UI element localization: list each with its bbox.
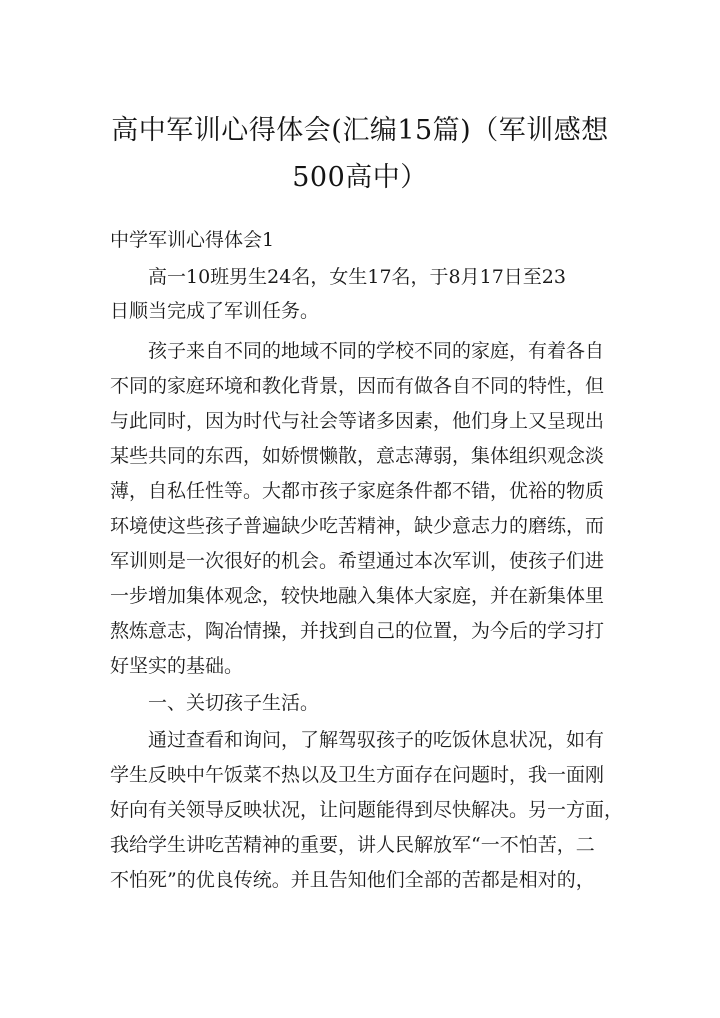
- section-heading: 中学军训心得体会1: [110, 229, 275, 251]
- paragraph-line: 军训则是一次很好的机会。希望通过本次军训，使孩子们进: [110, 550, 605, 572]
- document-title-line-1: 高中军训心得体会(汇编15篇)（军训感想: [111, 115, 609, 146]
- paragraph-line: 学生反映中午饭菜不热以及卫生方面存在问题时，我一面刚: [110, 764, 605, 786]
- paragraph-line: 熬炼意志，陶冶情操，并找到自己的位置，为今后的学习打: [110, 620, 605, 642]
- paragraph-line: 薄，自私任性等。大都市孩子家庭条件都不错，优裕的物质: [110, 480, 605, 502]
- paragraph-line: 不同的家庭环境和教化背景，因而有做各自不同的特性，但: [110, 375, 605, 397]
- paragraph-line: 高一10班男生24名，女生17名，于8月17日至23: [148, 266, 566, 288]
- section-subheading: 一、关切孩子生活。: [148, 692, 320, 714]
- paragraph-line: 好坚实的基础。: [110, 655, 244, 677]
- paragraph-line: 环境使这些孩子普遍缺少吃苦精神，缺少意志力的磨练，而: [110, 515, 605, 537]
- paragraph-line: 孩子来自不同的地域不同的学校不同的家庭，有着各自: [148, 340, 605, 362]
- paragraph-line: 我给学生讲吃苦精神的重要，讲人民解放军“一不怕苦，二: [110, 834, 595, 856]
- paragraph-line: 某些共同的东西，如娇惯懒散，意志薄弱，集体组织观念淡: [110, 445, 605, 467]
- paragraph-line: 日顺当完成了军训任务。: [110, 300, 320, 322]
- paragraph-line: 好向有关领导反映状况，让问题能得到尽快解决。另一方面，: [110, 799, 624, 821]
- paragraph-line: 通过查看和询问，了解驾驭孩子的吃饭休息状况，如有: [148, 729, 605, 751]
- paragraph-line: 与此同时，因为时代与社会等诸多因素，他们身上又呈现出: [110, 410, 605, 432]
- paragraph-line: 一步增加集体观念，较快地融入集体大家庭，并在新集体里: [110, 585, 605, 607]
- document-title-line-2: 500高中）: [292, 162, 428, 193]
- paragraph-line: 不怕死”的优良传统。并且告知他们全部的苦都是相对的，: [110, 869, 595, 891]
